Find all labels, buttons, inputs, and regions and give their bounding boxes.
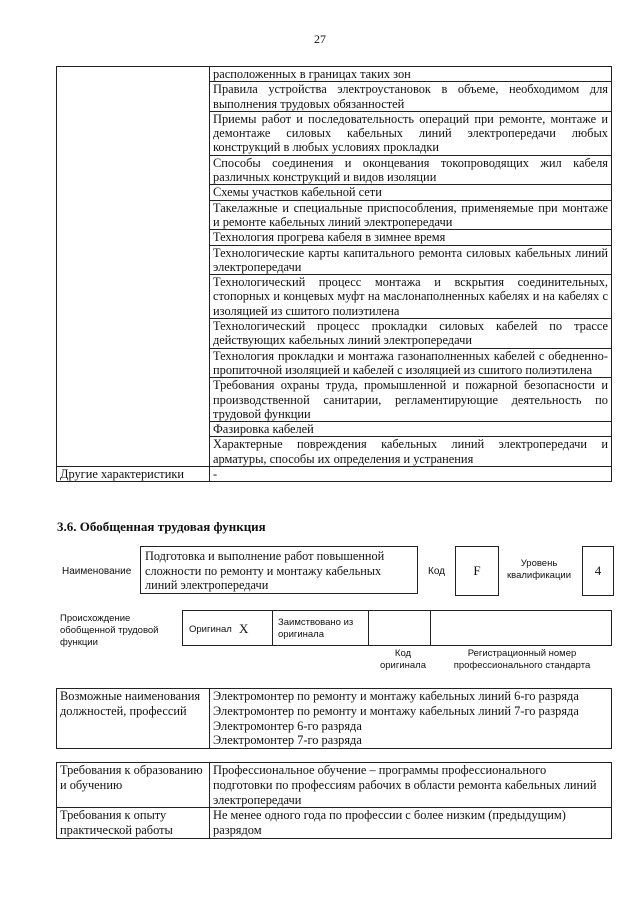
regnum-cell	[430, 610, 612, 646]
education-value: Профессиональное обучение – программы профессионального подготовки по профессиям рабочих в области ремонта кабельных линий электропередачи	[210, 763, 612, 808]
knowledge-item: Технологический процесс прокладки силовых кабелей по трассе действующих кабельных линий электропередачи	[210, 319, 612, 349]
knowledge-item: Такелажные и специальные приспособления, применяемые при монтаже и ремонте кабельных линий электропередачи	[210, 200, 612, 230]
original-cell	[182, 610, 272, 646]
education-label: Требования к образованию и обучению	[57, 763, 210, 808]
name-label: Наименование	[62, 566, 132, 577]
function-name-box: Подготовка и выполнение работ повышенной сложности по ремонту и монтажу кабельных линий электропередачи	[140, 546, 418, 594]
table-row	[57, 763, 612, 808]
position-item: Электромонтер по ремонту и монтажу кабельных линий 7-го разряда	[210, 704, 612, 719]
position-item: Электромонтер по ремонту и монтажу кабельных линий 6-го разряда	[210, 689, 612, 704]
regnum-caption: Регистрационный номер профессионального стандарта	[453, 648, 591, 671]
original-mark: X	[239, 621, 249, 636]
borrowed-cell	[272, 610, 368, 646]
knowledge-item: Фазировка кабелей	[210, 422, 612, 437]
position-item: Электромонтер 6-го разряда	[210, 719, 612, 734]
knowledge-table	[56, 66, 612, 482]
origin-code-caption: Код оригинала	[379, 648, 426, 671]
origin-code-cell	[368, 610, 430, 646]
knowledge-item: Схемы участков кабельной сети	[210, 185, 612, 200]
page-number: 27	[314, 32, 326, 46]
other-characteristics-value: -	[210, 467, 612, 482]
knowledge-label-cell	[57, 67, 210, 467]
table-row	[57, 689, 612, 704]
knowledge-item: Технологический процесс монтажа и вскрытия соединительных, стопорных и концевых муфт на маслонаполненных кабелях и на кабелях с изоляцией из сшитого полиэтилена	[210, 275, 612, 319]
borrowed-label: Заимствовано из оригинала	[278, 617, 354, 640]
knowledge-item: расположенных в границах таких зон	[210, 67, 612, 82]
experience-label: Требования к опыту практической работы	[57, 808, 210, 839]
knowledge-item: Приемы работ и последовательность операций при ремонте, монтаже и демонтаже силовых кабельных линий электропередачи любых конструкций в любых условиях прокладки	[210, 111, 612, 155]
level-label: Уровень квалификации	[506, 558, 572, 581]
knowledge-item: Требования охраны труда, промышленной и пожарной безопасности и производственной санитарии, регламентирующие деятельность по трудовой функции	[210, 378, 612, 422]
positions-table	[56, 688, 612, 749]
section-title: 3.6. Обобщенная трудовая функция	[57, 519, 266, 534]
positions-label: Возможные наименования должностей, профессий	[57, 689, 210, 749]
table-row	[57, 808, 612, 839]
position-item: Электромонтер 7-го разряда	[210, 733, 612, 748]
knowledge-item: Технологические карты капитального ремонта силовых кабельных линий электропередачи	[210, 245, 612, 275]
table-row	[57, 467, 612, 482]
experience-value: Не менее одного года по профессии с более низким (предыдущим) разрядом	[210, 808, 612, 839]
requirements-table	[56, 762, 612, 839]
knowledge-item: Характерные повреждения кабельных линий электропередачи и арматуры, способы их определения и устранения	[210, 437, 612, 467]
other-characteristics-label: Другие характеристики	[57, 467, 210, 482]
knowledge-item: Способы соединения и оконцевания токопроводящих жил кабеля различных конструкций и видов изоляции	[210, 155, 612, 185]
code-label: Код	[428, 566, 446, 577]
knowledge-item: Технология прокладки и монтажа газонаполненных кабелей с обедненно-пропиточной изоляцией и кабелей с изоляцией из сшитого полиэтилена	[210, 348, 612, 378]
origin-label: Происхождение обобщенной трудовой функции	[60, 613, 159, 648]
function-code-box: F	[455, 546, 499, 596]
qualification-level-box: 4	[582, 546, 614, 596]
origin-grid	[182, 610, 612, 646]
knowledge-item: Технология прогрева кабеля в зимнее время	[210, 230, 612, 245]
original-label: Оригинал	[189, 624, 232, 635]
table-row	[57, 67, 612, 82]
knowledge-item: Правила устройства электроустановок в объеме, необходимом для выполнения трудовых обязанностей	[210, 82, 612, 112]
